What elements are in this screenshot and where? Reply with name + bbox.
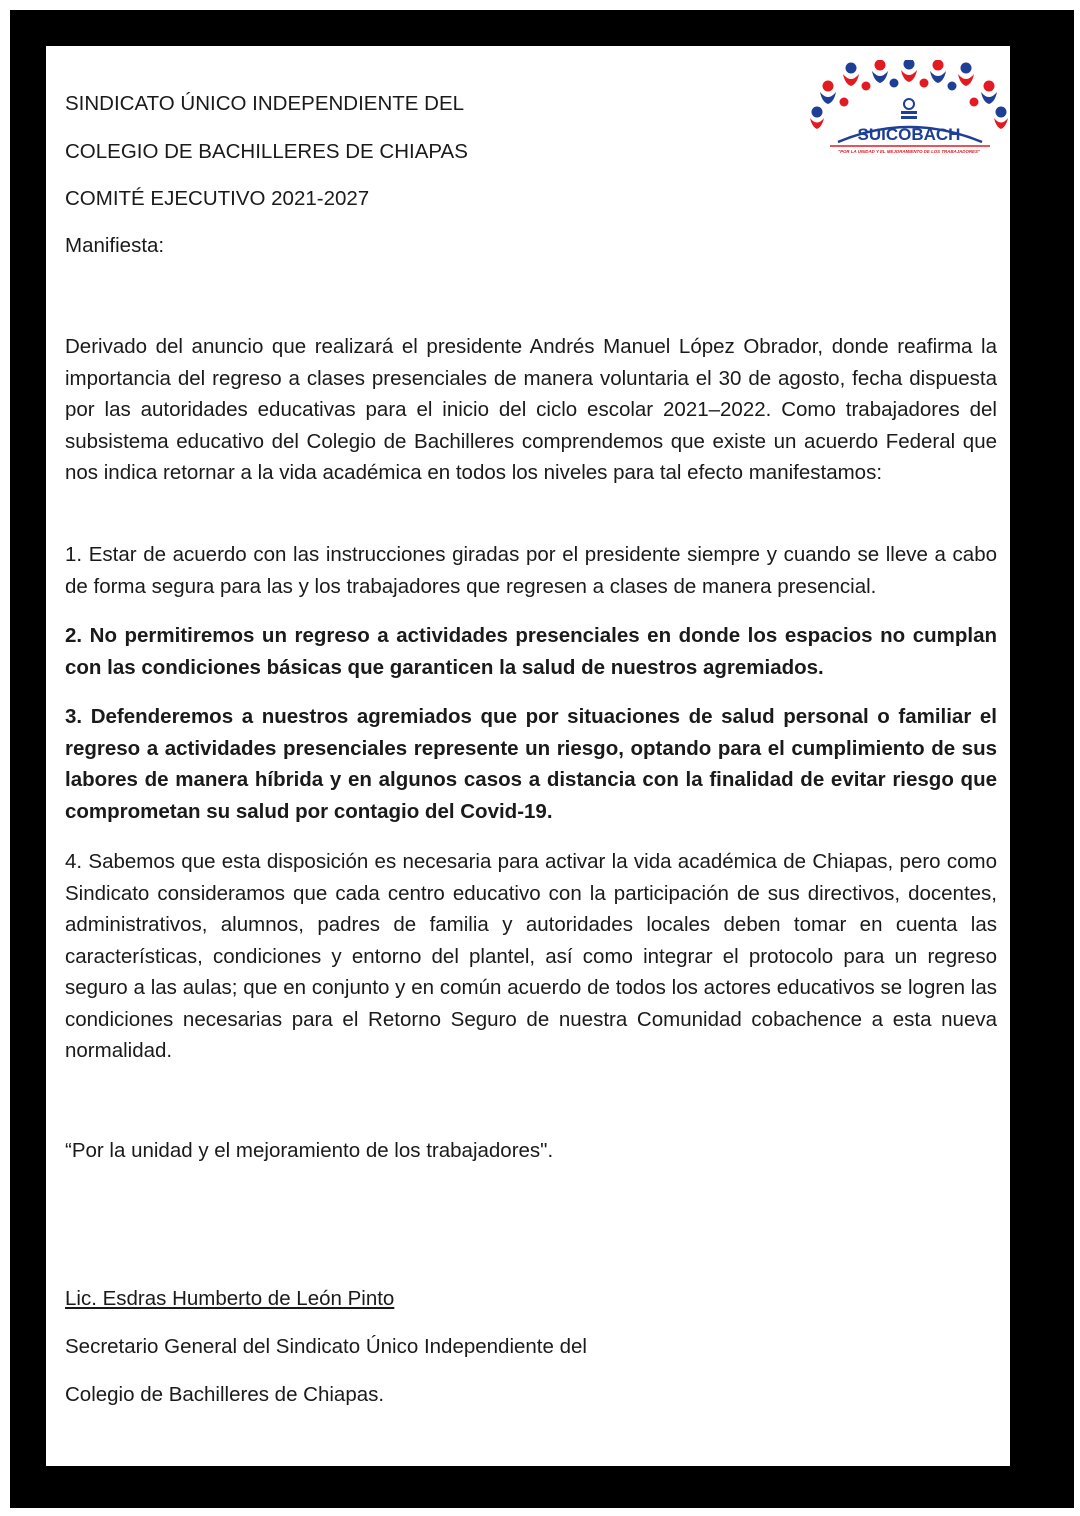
header-line-1: SINDICATO ÚNICO INDEPENDIENTE DEL: [65, 92, 465, 115]
header-line-3: COMITÉ EJECUTIVO 2021-2027: [65, 187, 370, 210]
point-1-paragraph: 1. Estar de acuerdo con las instrucciones giradas por el presidente siempre y cuando se lleve a cabo de forma segura para las y los trabajadores que regresen a clases de manera presencial.: [65, 543, 997, 598]
document-page: [46, 46, 1010, 1466]
logo-motto: "POR LA UNIDAD Y EL MEJORAMIENTO DE LOS TRABAJADORES": [838, 149, 980, 154]
signature-title-2: Colegio de Bachilleres de Chiapas.: [65, 1383, 385, 1406]
slogan: “Por la unidad y el mejoramiento de los trabajadores".: [65, 1139, 554, 1162]
point-3-paragraph: 3. Defenderemos a nuestros agremiados que por situaciones de salud personal o familiar el regreso a actividades presenciales represente un riesgo, optando para el cumplimiento de sus labores de manera híbrida y en algunos casos a distancia con la finalidad de evitar riesgo que comprometan su salud por contagio del Covid-19.: [65, 705, 997, 823]
signature-title-1: Secretario General del Sindicato Único Independiente del: [65, 1335, 587, 1358]
intro-paragraph: Derivado del anuncio que realizará el presidente Andrés Manuel López Obrador, donde reafirma la importancia del regreso a clases presenciales de manera voluntaria el 30 de agosto, fecha dispuesta por las autoridades educativas para el inicio del ciclo escolar 2021–2022. Como trabajadores del subsistema educativo del Colegio de Bachilleres comprendemos que existe un acuerdo Federal que nos indica retornar a la vida académica en todos los niveles para tal efecto manifestamos:: [65, 335, 997, 484]
point-4-paragraph: 4. Sabemos que esta disposición es necesaria para activar la vida académica de Chiapas, pero como Sindicato consideramos que cada centro educativo con la participación de sus directivos, docentes, administrativos, alumnos, padres de familia y autoridades locales deben tomar en cuenta las características, condiciones y entorno del plantel, así como integrar el protocolo para un regreso seguro a las aulas; que en conjunto y en común acuerdo de todos los actores educativos se logren las condiciones necesarias para el Retorno Seguro de nuestra Comunidad cobachence a esta nueva normalidad.: [65, 850, 997, 1062]
book-emblem-icon: [901, 99, 917, 119]
signature-name: Lic. Esdras Humberto de León Pinto: [65, 1287, 395, 1310]
header-line-2: COLEGIO DE BACHILLERES DE CHIAPAS: [65, 140, 468, 163]
suicobach-logo: [808, 60, 1014, 156]
point-2-paragraph: 2. No permitiremos un regreso a actividades presenciales en donde los espacios no cumplan con las condiciones básicas que garanticen la salud de nuestros agremiados.: [65, 624, 997, 679]
logo-text: SUICOBACH: [857, 125, 961, 144]
header-line-4: Manifiesta:: [65, 234, 165, 257]
